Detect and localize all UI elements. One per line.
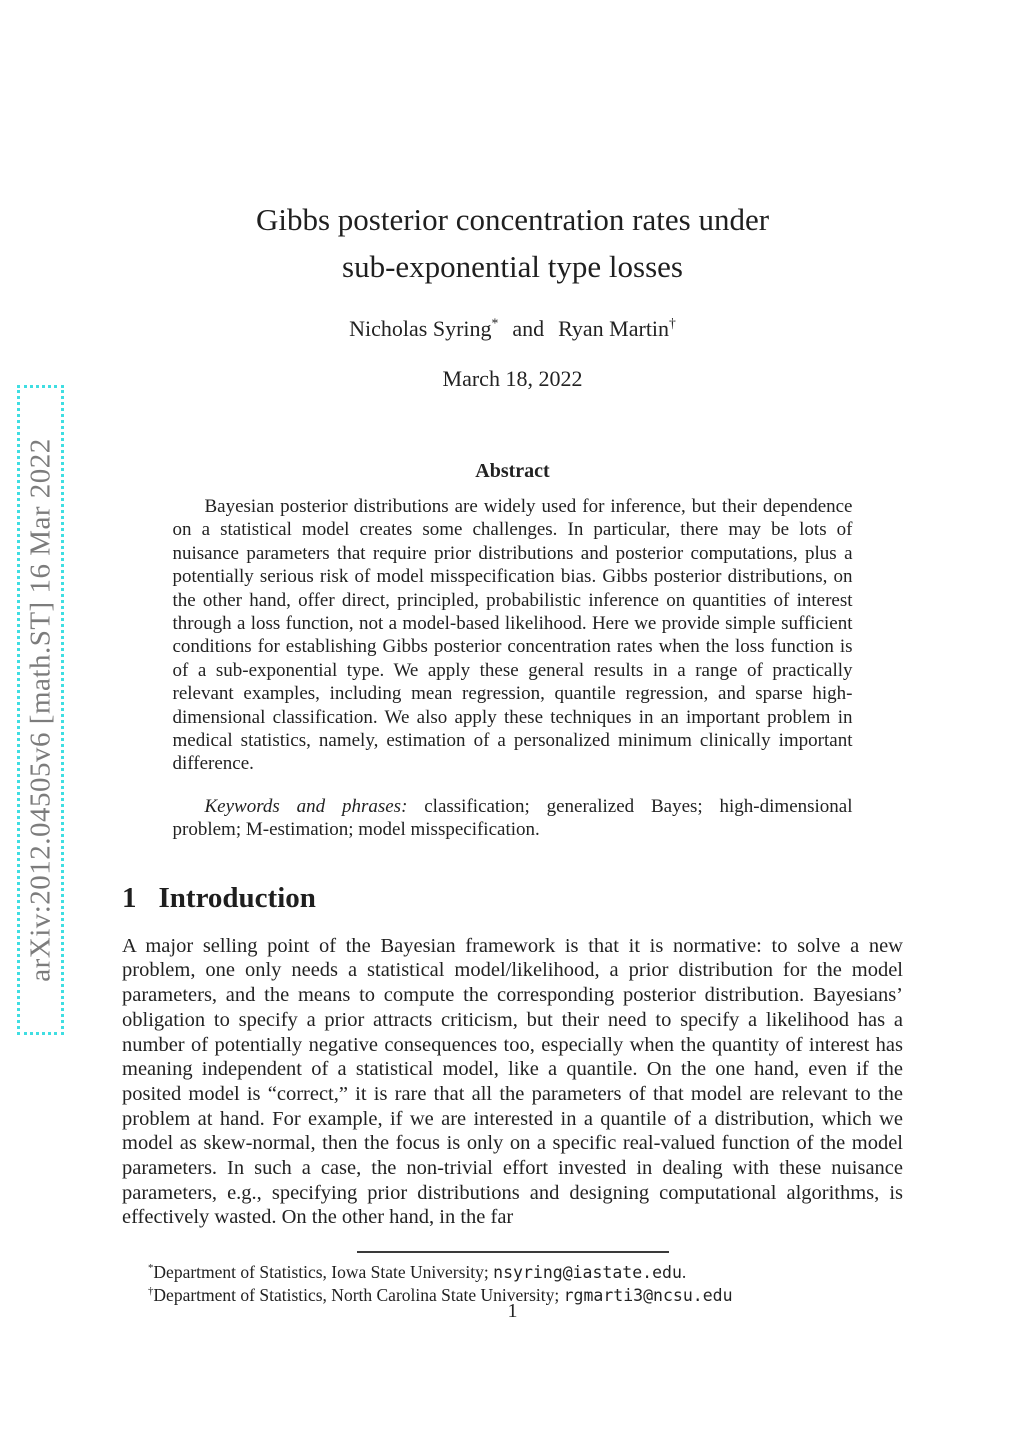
footnote-2-mark: † — [148, 1284, 154, 1297]
footnote-1-mark: * — [148, 1261, 154, 1274]
author-1-mark: * — [491, 315, 499, 331]
abstract-body: Bayesian posterior distributions are widely used for inference, but their dependence on a statistical model creates some challenges. In particular, there may be lots of nuisance parameters that require prior distributions and posterior computations, plus a potentially serious risk of model misspecification bias. Gibbs posterior distributions, on the other hand, offer direct, principled, probabilistic inference on quantities of interest through a loss function, not a model-based likelihood. Here we provide simple sufficient conditions for establishing Gibbs posterior concentration rates when the loss function is of a sub-exponential type. We apply these general results in a range of practically relevant examples, including mean regression, quantile regression, and sparse high-dimensional classification. We also apply these techniques in an important problem in medical statistics, namely, estimation of a personalized minimum clinically important difference. — [172, 496, 853, 775]
authors-and: and — [512, 316, 545, 341]
page-number: 1 — [507, 1300, 518, 1322]
intro-paragraph: A major selling point of the Bayesian framework is that it is normative: to solve a new problem, one only needs a statistical model/likelihood, a prior distribution for the model parameters, and the means to compute the corresponding posterior distribution. Bayesians’ obligation to specify a prior attracts criticism, but their need to specify a likelihood has a number of potentially negative consequences too, especially when the quantity of interest has meaning independent of a statistical model, like a quantile. On the one hand, even if the posited model is “correct,” it is rare that all the parameters of that model are relevant to the problem at hand. For example, if we are interested in a quantile of a distribution, which we model as skew-normal, then the focus is only on a specific real-valued function of the model parameters. In such a case, the non-trivial effort invested in dealing with these nuisance parameters, e.g., specifying prior distributions and designing computational algorithms, is effectively wasted. On the other hand, in the far — [122, 934, 903, 1229]
paper-date: March 18, 2022 — [442, 366, 583, 391]
abstract-heading: Abstract — [475, 460, 550, 482]
footnote-divider — [357, 1251, 669, 1253]
author-2-mark: † — [669, 315, 676, 331]
section-number: 1 — [122, 881, 137, 914]
abstract-section — [173, 460, 853, 842]
footnote-1-suffix: . — [681, 1261, 687, 1282]
section-heading — [122, 880, 903, 916]
arxiv-watermark — [17, 385, 64, 1035]
footnote-1-text: Department of Statistics, Iowa State University; — [153, 1261, 494, 1282]
keywords-text: classification; generalized Bayes; high-dimensional problem; M-estimation; model misspecification. — [172, 795, 853, 841]
footnote-2-email: rgmarti3@ncsu.edu — [563, 1285, 733, 1305]
title-line-2: sub-exponential type losses — [342, 249, 683, 284]
page-content — [122, 0, 903, 1307]
footnote-1-email: nsyring@iastate.edu — [493, 1262, 682, 1282]
keywords-line — [173, 795, 853, 842]
footnote-2-text: Department of Statistics, North Carolina State University; — [153, 1284, 564, 1305]
authors-line — [122, 316, 903, 342]
paper-title — [122, 196, 903, 290]
title-line-1: Gibbs posterior concentration rates under — [255, 202, 770, 237]
author-2: Ryan Martin — [558, 316, 670, 341]
author-1: Nicholas Syring — [349, 316, 492, 341]
keywords-label: Keywords and phrases: — [204, 795, 408, 817]
arxiv-watermark-text: arXiv:2012.04505v6 [math.ST] 16 Mar 2022 — [24, 438, 56, 982]
footnote-1 — [122, 1261, 903, 1284]
section-title: Introduction — [158, 881, 316, 914]
